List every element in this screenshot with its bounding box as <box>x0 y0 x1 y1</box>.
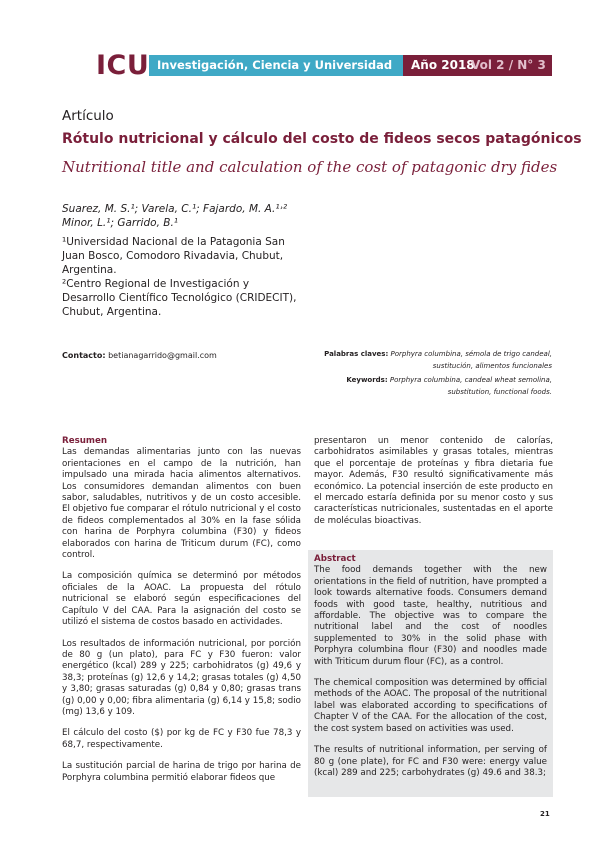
title-spanish: Rótulo nutricional y cálculo del costo de fideos secos patagónicos <box>62 131 582 147</box>
contact-label: Contacto: <box>62 351 106 360</box>
issue-volume: Vol 2 / N° 3 <box>471 58 546 72</box>
resumen-continuation <box>314 436 553 527</box>
affiliation-1: ¹Universidad Nacional de la Patagonia San Juan Bosco, Comodoro Rivadavia, Chubut, Argentina. <box>62 236 285 276</box>
resumen-paragraph: El cálculo del costo ($) por kg de FC y F30 fue 78,3 y 68,7, respectivamente. <box>62 728 301 750</box>
section-label: Artículo <box>62 108 114 124</box>
resumen-paragraph: Las demandas alimentarias junto con las nuevas orientaciones en el campo de la nutrición, han impulsado una mirada hacia alimentos alternativos. Los consumidores demandan alimentos con buen sabor, saludables, nutritivos y de un costo accesible. El objetivo fue comparar el rótulo nutricional y el costo de fideos complementados al 30% en la fase sólida con harina de Porphyra columbina (F30) y fideos elaborados con harina de Triticum durum (FC), como control. <box>62 447 301 561</box>
page-number: 21 <box>540 810 550 818</box>
resumen-paragraph: La sustitución parcial de harina de trigo por harina de Porphyra columbina permitió elaborar fideos que <box>62 761 301 783</box>
keywords-en-line2: substitution, functional foods. <box>447 388 552 396</box>
author-list: Suarez, M. S.¹; Varela, C.¹; Fajardo, M. A.¹˒² Minor, L.¹; Garrido, B.¹ <box>62 203 288 229</box>
resumen-paragraph: La composición química se determinó por métodos oficiales de la AOAC. La propuesta del rótulo nutricional se elaboró según especificaciones del Capítulo V del CAA. Para la asignación del costo se utilizó el sistema de costos basado en actividades. <box>62 571 301 628</box>
contact-line <box>62 351 217 360</box>
abstract-paragraph: The chemical composition was determined by official methods of the AOAC. The proposal of the nutritional label was elaborated according to specifications of Chapter V of the CAA. For the allocation of the cost, the cost system based on activities was used. <box>314 678 547 734</box>
resumen-section <box>62 436 301 794</box>
resumen-heading: Resumen <box>62 436 108 446</box>
keywords-es-label: Palabras claves: <box>324 350 389 358</box>
keywords-spanish <box>252 348 552 372</box>
keywords-en-label: Keywords: <box>346 376 388 384</box>
affiliation-2: ²Centro Regional de Investigación y Desarrollo Científico Tecnológico (CRIDECIT), Chubut, Argentina. <box>62 278 297 318</box>
resumen-paragraph: presentaron un menor contenido de calorías, carbohidratos asimilables y grasas totales, mientras que el porcentaje de proteínas y fibra dietaria fue mayor. Además, F30 resultó significativamente más económico. La potencial inserción de este producto en el mercado estaría definida por su menor costo y sus características nutricionales, sustentadas en el aporte de moléculas bioactivas. <box>314 436 553 526</box>
keywords-es-line1: Porphyra columbina, sémola de trigo candeal, <box>390 350 552 358</box>
title-english: Nutritional title and calculation of the cost of patagonic dry fides <box>62 158 558 176</box>
abstract-paragraph: The results of nutritional information, per serving of 80 g (one plate), for FC and F30 were: energy value (kcal) 289 and 225; carbohydrates (g) 49.6 and 38.3; <box>314 745 547 778</box>
contact-email[interactable]: betianagarrido@gmail.com <box>108 351 217 360</box>
journal-header-bar <box>149 55 552 76</box>
abstract-heading: Abstract <box>314 554 356 564</box>
abstract-paragraph: The food demands together with the new orientations in the field of nutrition, have prompted a look towards alternative foods. Consumers demand foods with good taste, healthy, nutritious and affordable. The objective was to compare the nutritional label and the cost of noodles supplemented to 30% in the solid phase with Porphyra columbina flour (F30) and noodles made with Triticum durum flour (FC), as a control. <box>314 565 547 667</box>
journal-logo: ICU <box>96 50 150 81</box>
keywords-en-line1: Porphyra columbina, candeal wheat semolina, <box>389 376 552 384</box>
issue-year: Año 2018 <box>411 58 475 72</box>
journal-name: Investigación, Ciencia y Universidad <box>149 55 403 76</box>
abstract-box <box>308 550 553 797</box>
keywords-es-line2: sustitución, alimentos funcionales <box>432 362 552 370</box>
keywords-english <box>252 374 552 398</box>
resumen-paragraph: Los resultados de información nutricional, por porción de 80 g (un plato), para FC y F30 fueron: valor energético (kcal) 289 y 225; carbohidratos (g) 49,6 y 38,3; proteínas (g) 12,6 y 14,2; grasas totales (g) 4,50 y 3,80; grasas saturadas (g) 0,84 y 0,80; grasas trans (g) 0,00 y 0,00; fibra alimentaria (g) 6,14 y 15,8; sodio (mg) 13,6 y 109. <box>62 638 301 717</box>
